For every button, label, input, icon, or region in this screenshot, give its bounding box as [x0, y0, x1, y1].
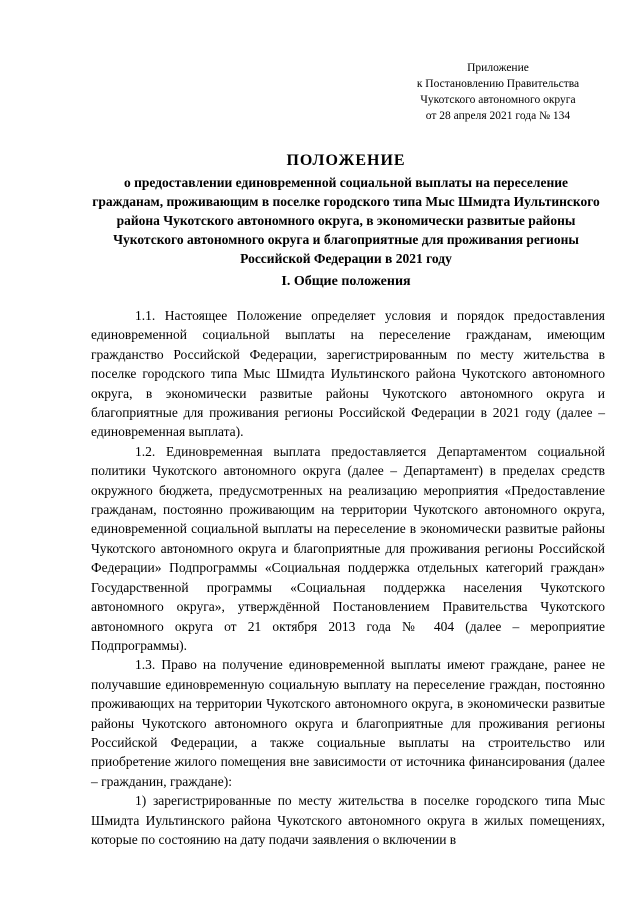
- appendix-line: Приложение: [467, 62, 529, 74]
- paragraph-1-3: 1.3. Право на получение единовременной выплаты имеют граждане, ранее не получавшие единовременную социальную выплату на переселение граждан, постоянно проживающих на территории Чукотского автономного округа, в экономически развитые районы Чукотского автономного округа и благоприятные для проживания регионы Российской Федерации, а также социальные выплаты на строительство или приобретение жилого помещения вне зависимости от источника финансирования (далее – гражданин, граждане):: [91, 657, 605, 789]
- document-body: [91, 306, 605, 849]
- appendix-block: [398, 60, 598, 124]
- appendix-line: к Постановлению Правительства: [416, 78, 580, 90]
- appendix-line: от 28 апреля 2021 года № 134: [425, 110, 571, 122]
- paragraph-1-3-item-1: 1) зарегистрированные по месту жительства в поселке городского типа Мыс Шмидта Иультинского района Чукотского автономного округа в жилых помещениях, которые по состоянию на дату подачи заявления о включении в: [91, 793, 605, 847]
- document-subtitle: о предоставлении единовременной социальной выплаты на переселение гражданам, проживающим в поселке городского типа Мыс Шмидта Иультинского района Чукотского автономного округа, в экономически развитые районы Чукотского автономного округа и благоприятные для проживания регионы Российской Федерации в 2021 году: [92, 175, 600, 266]
- paragraph-1-2: 1.2. Единовременная выплата предоставляется Департаментом социальной политики Чукотского автономного округа (далее – Департамент) в пределах средств окружного бюджета, предусмотренных на реализацию мероприятия «Предоставление гражданам, постоянно проживающим на территории Чукотского автономного округа, единовременной социальной выплаты на переселение в экономически развитые районы Чукотского автономного округа и благоприятные для проживания регионы Российской Федерации» Подпрограммы «Социальная поддержка отдельных категорий граждан» Государственной программы «Социальная поддержка населения Чукотского автономного округа», утверждённой Постановлением Правительства Чукотского автономного округа от 21 октября 2013 года № 404 (далее – мероприятие Подпрограммы).: [91, 443, 605, 653]
- document-title: ПОЛОЖЕНИЕ: [286, 152, 406, 169]
- paragraph-1-1: 1.1. Настоящее Положение определяет условия и порядок предоставления единовременной социальной выплаты на переселение гражданам, имеющим гражданство Российской Федерации, зарегистрированным по месту жительства в поселке городского типа Мыс Шмидта Иультинского района Чукотского автономного округа, в экономически развитые районы Чукотского автономного округа и благоприятные для проживания регионы Российской Федерации в 2021 году (далее – единовременная выплата).: [91, 308, 605, 440]
- appendix-line: Чукотского автономного округа: [420, 94, 576, 106]
- section-heading: I. Общие положения: [281, 274, 411, 289]
